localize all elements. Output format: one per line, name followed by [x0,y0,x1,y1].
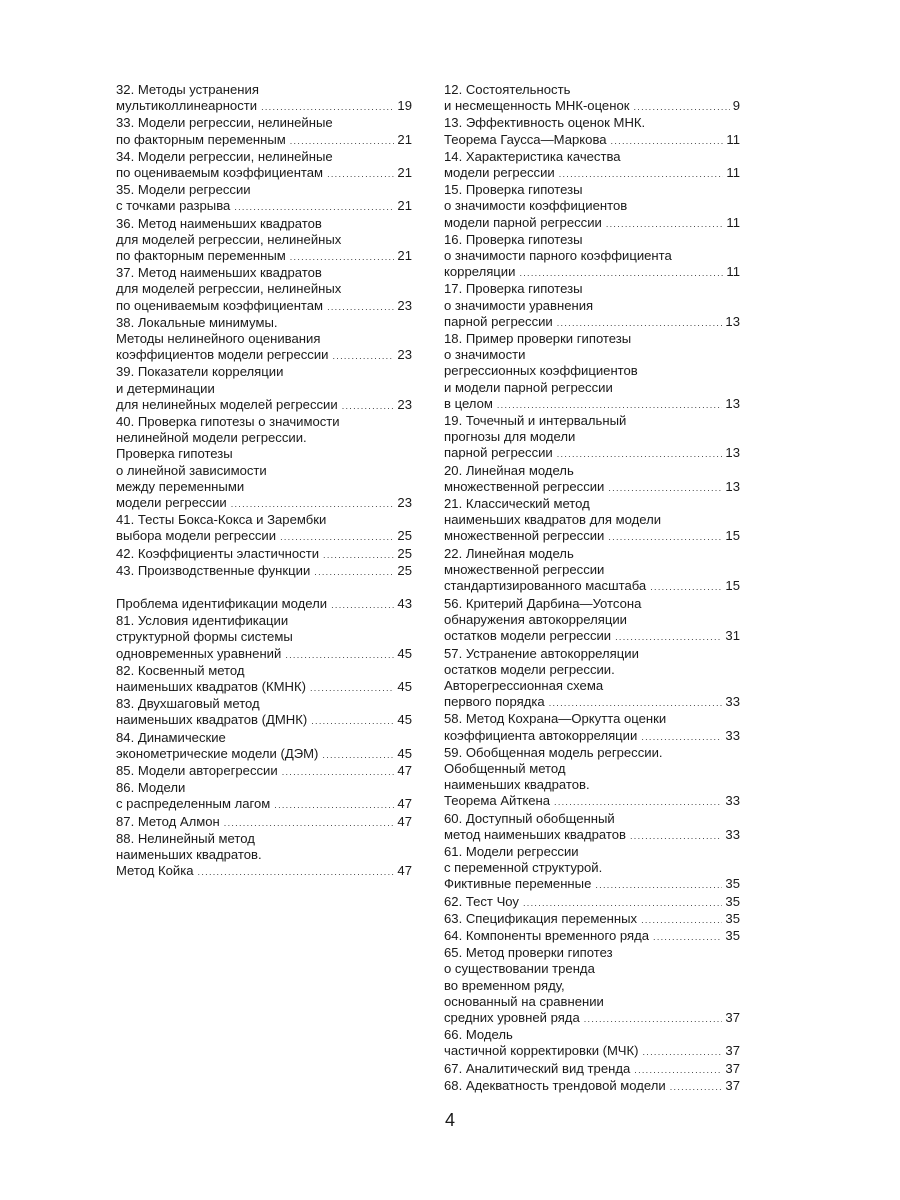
toc-entry-line: Метод Койка [116,863,194,879]
toc-entry-line: 62. Тест Чоу [444,893,519,909]
dot-leader [280,528,394,545]
toc-entry-line: 84. Динамические [116,729,226,745]
toc-entry [444,711,740,744]
dot-leader [290,248,395,265]
toc-entry-line: с точками разрыва [116,198,231,214]
toc-entry-last-line [116,679,412,696]
toc-entry-line: наименьших квадратов (ДМНК) [116,712,308,728]
dot-leader [557,314,723,331]
toc-entry-line: Проверка гипотезы [116,446,233,462]
toc-entry-line: 59. Обобщенная модель регрессии. [444,744,663,760]
toc-entry-line: о значимости коэффициентов [444,198,628,214]
toc-entry-last-line [444,1061,740,1078]
toc-entry-page: 23 [397,347,412,363]
toc-entry-page: 15 [725,528,740,544]
toc-entry-line: 60. Доступный обобщенный [444,810,615,826]
toc-entry-line: 36. Метод наименьших квадратов [116,215,322,231]
toc-entry-page: 23 [397,396,412,412]
toc-entry-page: 13 [725,395,740,411]
dot-leader [554,793,722,810]
toc-entry-last-line [444,827,740,844]
dot-leader [557,445,723,462]
toc-entry [444,115,740,148]
toc-entry-page: 45 [397,679,412,695]
toc-entry [116,216,412,266]
toc-entry-line: корреляции [444,264,516,280]
toc-entry-last-line [116,863,412,880]
toc-entry [444,1078,740,1095]
toc-entry [444,1027,740,1060]
toc-entry-line: 82. Косвенный метод [116,662,245,678]
toc-entry-last-line [444,876,740,893]
toc-entry-last-line [444,264,740,281]
toc-entry-line: выбора модели регрессии [116,528,277,544]
toc-entry-line: 16. Проверка гипотезы [444,231,583,247]
toc-entry-line: 21. Классический метод [444,496,590,512]
toc-entry-line: 41. Тесты Бокса-Кокса и Зарембки [116,512,327,528]
toc-entry-line: о линейной зависимости [116,462,267,478]
dot-leader [497,396,723,413]
dot-leader [323,546,394,563]
toc-entry-last-line [444,1078,740,1095]
toc-entry-line: во временном ряду, [444,977,565,993]
toc-entry-line: множественной регрессии [444,478,605,494]
toc-entry-page: 47 [397,863,412,879]
toc-entry-line: структурной формы системы [116,629,293,645]
toc-entry-line: между переменными [116,478,245,494]
toc-entry-line: нелинейной модели регрессии. [116,430,307,446]
dot-leader [282,763,395,780]
toc-entry-last-line [444,728,740,745]
toc-entry-line: 37. Метод наименьших квадратов [116,265,322,281]
dot-leader [322,746,394,763]
toc-entry [444,413,740,463]
toc-entry-line: 43. Производственные функции [116,562,311,578]
dot-leader [274,796,394,813]
toc-entry-line: 65. Метод проверки гипотез [444,945,613,961]
toc-entry-last-line [444,578,740,595]
toc-entry-last-line [116,746,412,763]
toc-entry-line: стандартизированного масштаба [444,578,647,594]
toc-entry-line: модели регрессии [444,165,555,181]
toc-entry-line: 56. Критерий Дарбина—Уотсона [444,596,642,611]
toc-entry-line: 63. Спецификация переменных [444,910,638,926]
toc-entry-line: 85. Модели авторегрессии [116,763,278,779]
toc-entry-line: 68. Адекватность трендовой модели [444,1077,666,1093]
toc-entry-page: 35 [725,910,740,926]
dot-leader [331,596,394,613]
toc-entry-page: 47 [397,796,412,812]
toc-entry-line: и детерминации [116,380,215,396]
toc-entry-line: парной регрессии [444,313,553,329]
toc-entry-page: 23 [397,495,412,511]
toc-entry-line: о значимости [444,347,526,363]
dot-leader [311,712,394,729]
toc-entry-last-line [116,814,412,831]
toc-entry-page: 21 [397,165,412,181]
toc-entry-page: 33 [725,727,740,743]
dot-leader [314,563,394,580]
toc-entry [116,696,412,729]
toc-entry-line: наименьших квадратов. [444,777,590,793]
toc-entry-last-line [444,98,740,115]
toc-entry [444,596,740,646]
toc-entry-last-line [444,694,740,711]
toc-entry-line: по оцениваемым коэффициентам [116,297,324,313]
dot-leader [641,911,722,928]
toc-entry [116,613,412,663]
toc-entry-last-line [116,248,412,265]
page-number: 4 [444,1110,455,1130]
toc-entry [116,82,412,115]
toc-entry [444,331,740,413]
toc-entry-line: 15. Проверка гипотезы [444,182,583,198]
toc-entry-line: обнаружения автокорреляции [444,612,627,628]
toc-entry [116,763,412,780]
toc-column-bottom-right [444,596,740,1095]
toc-entry-line: коэффициентов модели регрессии [116,347,329,363]
toc-entry-last-line [444,396,740,413]
toc-entry-last-line [444,314,740,331]
toc-entry [444,646,740,712]
toc-entry-line: 17. Проверка гипотезы [444,281,583,297]
toc-entry-page: 43 [397,596,412,611]
toc-entry-line: Теорема Айткена [444,793,551,809]
toc-entry-page: 9 [732,98,740,114]
toc-column-top-right [444,82,740,595]
toc-entry-last-line [116,796,412,813]
toc-entry-line: для моделей регрессии, нелинейных [116,281,342,297]
toc-entry-last-line [444,911,740,928]
toc-entry-last-line [444,793,740,810]
toc-entry-page: 21 [397,248,412,264]
toc-entry-page: 23 [397,297,412,313]
dot-leader [224,814,395,831]
toc-entry [444,945,740,1027]
toc-entry-page: 21 [397,198,412,214]
toc-entry-page: 13 [725,478,740,494]
toc-entry [444,894,740,911]
toc-entry-line: по факторным переменным [116,248,286,264]
toc-entry [116,730,412,763]
toc-entry-last-line [116,495,412,512]
dot-leader [630,827,722,844]
toc-entry-last-line [444,479,740,496]
toc-entry-line: для нелинейных моделей регрессии [116,396,338,412]
toc-entry-last-line [116,397,412,414]
toc-entry-line: и несмещенность МНК-оценок [444,98,630,114]
toc-entry [116,149,412,182]
toc-entry-line: 22. Линейная модель [444,545,574,561]
toc-entry-line: с переменной структурой. [444,860,603,876]
toc-entry-line: 88. Нелинейный метод [116,830,255,846]
toc-entry [116,364,412,414]
toc-entry-page: 37 [725,1010,740,1026]
toc-entry-line: одновременных уравнений [116,645,282,661]
toc-entry [116,814,412,831]
toc-entry-line: 58. Метод Кохрана—Оркутта оценки [444,711,667,727]
dot-leader [608,528,722,545]
dot-leader [234,198,394,215]
toc-entry [444,811,740,844]
toc-entry-line: с распределенным лагом [116,796,271,812]
toc-entry-page: 31 [725,628,740,644]
toc-entry-line: регрессионных коэффициентов [444,363,638,379]
toc-entry-page: 33 [725,694,740,710]
toc-entry-page: 11 [726,214,740,230]
toc-entry-line: метод наименьших квадратов [444,826,626,842]
toc-entry [116,512,412,545]
toc-entry-page: 37 [725,1077,740,1093]
dot-leader [595,876,722,893]
toc-entry-last-line [116,298,412,315]
toc-entry-line: модели регрессии [116,495,227,511]
toc-entry-line: 18. Пример проверки гипотезы [444,331,632,347]
toc-entry-page: 33 [725,826,740,842]
toc-entry-last-line [444,1043,740,1060]
dot-leader [584,1010,723,1027]
toc-entry-page: 11 [726,264,740,280]
toc-entry [444,844,740,894]
toc-entry-page: 19 [397,98,412,114]
toc-entry-page: 15 [725,578,740,594]
toc-entry-page: 33 [725,793,740,809]
dot-leader [650,578,722,595]
toc-entry-page: 45 [397,745,412,761]
toc-entry-line: о значимости парного коэффициента [444,248,672,264]
toc-entry-last-line [116,563,412,580]
dot-leader [670,1078,723,1095]
dot-leader [231,495,395,512]
toc-entry-line: 64. Компоненты временного ряда [444,928,650,944]
toc-entry-line: 42. Коэффициенты эластичности [116,545,320,561]
toc-entry-page: 13 [725,313,740,329]
toc-entry [116,115,412,148]
toc-entry [444,82,740,115]
toc-entry [444,182,740,232]
toc-entry-line: наименьших квадратов для модели [444,512,662,528]
toc-entry-page: 25 [397,562,412,578]
toc-entry-last-line [116,528,412,545]
toc-entry [444,745,740,811]
toc-entry [116,780,412,813]
toc-entry-line: для моделей регрессии, нелинейных [116,231,342,247]
toc-entry-last-line [116,347,412,364]
toc-entry-last-line [444,894,740,911]
toc-entry [116,563,412,580]
toc-entry-line: основанный на сравнении [444,993,604,1009]
toc-entry-line: множественной регрессии [444,561,605,577]
toc-entry-line: 12. Состоятельность [444,82,571,97]
toc-entry [444,1061,740,1078]
toc-entry [444,496,740,546]
toc-entry-line: наименьших квадратов. [116,847,262,863]
toc-entry [116,546,412,563]
dot-leader [310,679,394,696]
toc-entry-line: о существовании тренда [444,961,595,977]
toc-entry-page: 35 [725,876,740,892]
toc-entry-last-line [116,98,412,115]
toc-entry-last-line [444,165,740,182]
toc-entry-line: в целом [444,395,493,411]
toc-entry [444,546,740,596]
toc-entry-last-line [116,712,412,729]
dot-leader [611,132,724,149]
toc-entry-line: 61. Модели регрессии [444,844,579,860]
toc-entry-last-line [444,528,740,545]
toc-entry [444,911,740,928]
toc-entry-line: 67. Аналитический вид тренда [444,1060,631,1076]
dot-leader [519,264,723,281]
dot-leader [327,298,394,315]
toc-entry-last-line [116,132,412,149]
toc-entry-page: 35 [725,893,740,909]
toc-entry-line: эконометрические модели (ДЭМ) [116,745,319,761]
toc-entry-line: коэффициента автокорреляции [444,727,638,743]
toc-entry-line: 32. Методы устранения [116,82,259,97]
toc-entry-line: 81. Условия идентификации [116,613,289,629]
toc-entry [444,281,740,331]
toc-entry-line: по факторным переменным [116,131,286,147]
dot-leader [559,165,724,182]
toc-entry-line: мультиколлинеарности [116,98,258,114]
toc-column-top-left [116,82,412,580]
toc-entry-page: 11 [726,131,740,147]
toc-entry-page: 11 [726,165,740,181]
toc-entry-line: 66. Модель [444,1027,513,1043]
toc-entry-page: 37 [725,1060,740,1076]
toc-entry [116,663,412,696]
dot-leader [634,1061,722,1078]
toc-entry-line: Авторегрессионная схема [444,678,604,694]
toc-entry-page: 35 [725,928,740,944]
toc-entry-line: множественной регрессии [444,528,605,544]
toc-entry-last-line [444,1010,740,1027]
toc-entry-line: первого порядка [444,694,545,710]
toc-entry-last-line [444,445,740,462]
dot-leader [342,397,395,414]
toc-entry-line: Фиктивные переменные [444,876,592,892]
dot-leader [285,646,394,663]
toc-entry-last-line [444,628,740,645]
toc-entry-last-line [444,928,740,945]
toc-entry-line: 38. Локальные минимумы. [116,314,278,330]
toc-entry-line: 40. Проверка гипотезы о значимости [116,414,340,430]
dot-leader [641,728,722,745]
toc-entry-last-line [116,165,412,182]
toc-entry-line: 83. Двухшаговый метод [116,696,260,712]
toc-entry-line: прогнозы для модели [444,429,576,445]
toc-entry-page: 25 [397,545,412,561]
toc-entry-line: средних уровней ряда [444,1010,580,1026]
toc-entry-line: Обобщенный метод [444,761,566,777]
dot-leader [608,479,722,496]
toc-entry-line: Проблема идентификации модели [116,596,328,611]
toc-entry-line: частичной корректировки (МЧК) [444,1043,639,1059]
toc-entry-last-line [444,132,740,149]
dot-leader [523,894,722,911]
dot-leader [615,628,722,645]
dot-leader [549,694,723,711]
toc-entry-line: 19. Точечный и интервальный [444,413,627,429]
dot-leader [332,347,394,364]
toc-entry-page: 25 [397,528,412,544]
toc-entry-last-line [116,646,412,663]
toc-entry [444,928,740,945]
toc-entry-line: 57. Устранение автокорреляции [444,645,639,661]
dot-leader [653,928,722,945]
toc-entry-last-line [444,215,740,232]
dot-leader [642,1043,722,1060]
toc-column-bottom-left [116,596,412,880]
toc-entry-line: остатков модели регрессии [444,628,612,644]
dot-leader [327,165,394,182]
toc-entry-page: 45 [397,712,412,728]
toc-entry-line: Теорема Гаусса—Маркова [444,131,607,147]
toc-entry-line: по оцениваемым коэффициентам [116,165,324,181]
dot-leader [261,98,394,115]
toc-entry [444,149,740,182]
toc-entry-page: 47 [397,813,412,829]
toc-entry [116,596,412,613]
toc-entry-line: остатков модели регрессии. [444,661,615,677]
toc-entry [444,232,740,282]
toc-entry-line: 35. Модели регрессии [116,182,251,198]
toc-entry [116,315,412,365]
toc-entry-page: 45 [397,645,412,661]
toc-entry-page: 47 [397,763,412,779]
toc-entry-line: модели парной регрессии [444,214,602,230]
toc-entry [116,182,412,215]
dot-leader [290,132,395,149]
toc-entry-last-line [116,546,412,563]
toc-entry [444,463,740,496]
dot-leader [633,98,729,115]
toc-entry [116,831,412,881]
toc-entry [116,265,412,315]
toc-entry-last-line [116,596,412,613]
toc-entry-line: 33. Модели регрессии, нелинейные [116,115,333,131]
toc-entry-page: 13 [725,445,740,461]
toc-entry-line: 86. Модели [116,780,186,796]
toc-entry-line: и модели парной регрессии [444,379,613,395]
toc-entry-line: Методы нелинейного оценивания [116,331,321,347]
toc-entry-last-line [116,198,412,215]
toc-entry-line: 39. Показатели корреляции [116,364,284,380]
toc-entry-line: 34. Модели регрессии, нелинейные [116,148,333,164]
toc-entry-line: 87. Метод Алмон [116,813,220,829]
toc-entry-line: 20. Линейная модель [444,462,574,478]
toc-entry-page: 21 [397,131,412,147]
toc-entry-line: парной регрессии [444,445,553,461]
toc-entry-line: о значимости уравнения [444,297,594,313]
toc-entry-line: 13. Эффективность оценок МНК. [444,115,646,131]
toc-entry [116,414,412,512]
toc-entry-page: 37 [725,1043,740,1059]
toc-entry-last-line [116,763,412,780]
dot-leader [606,215,724,232]
toc-entry-line: наименьших квадратов (КМНК) [116,679,306,695]
dot-leader [198,863,395,880]
toc-entry-line: 14. Характеристика качества [444,148,621,164]
